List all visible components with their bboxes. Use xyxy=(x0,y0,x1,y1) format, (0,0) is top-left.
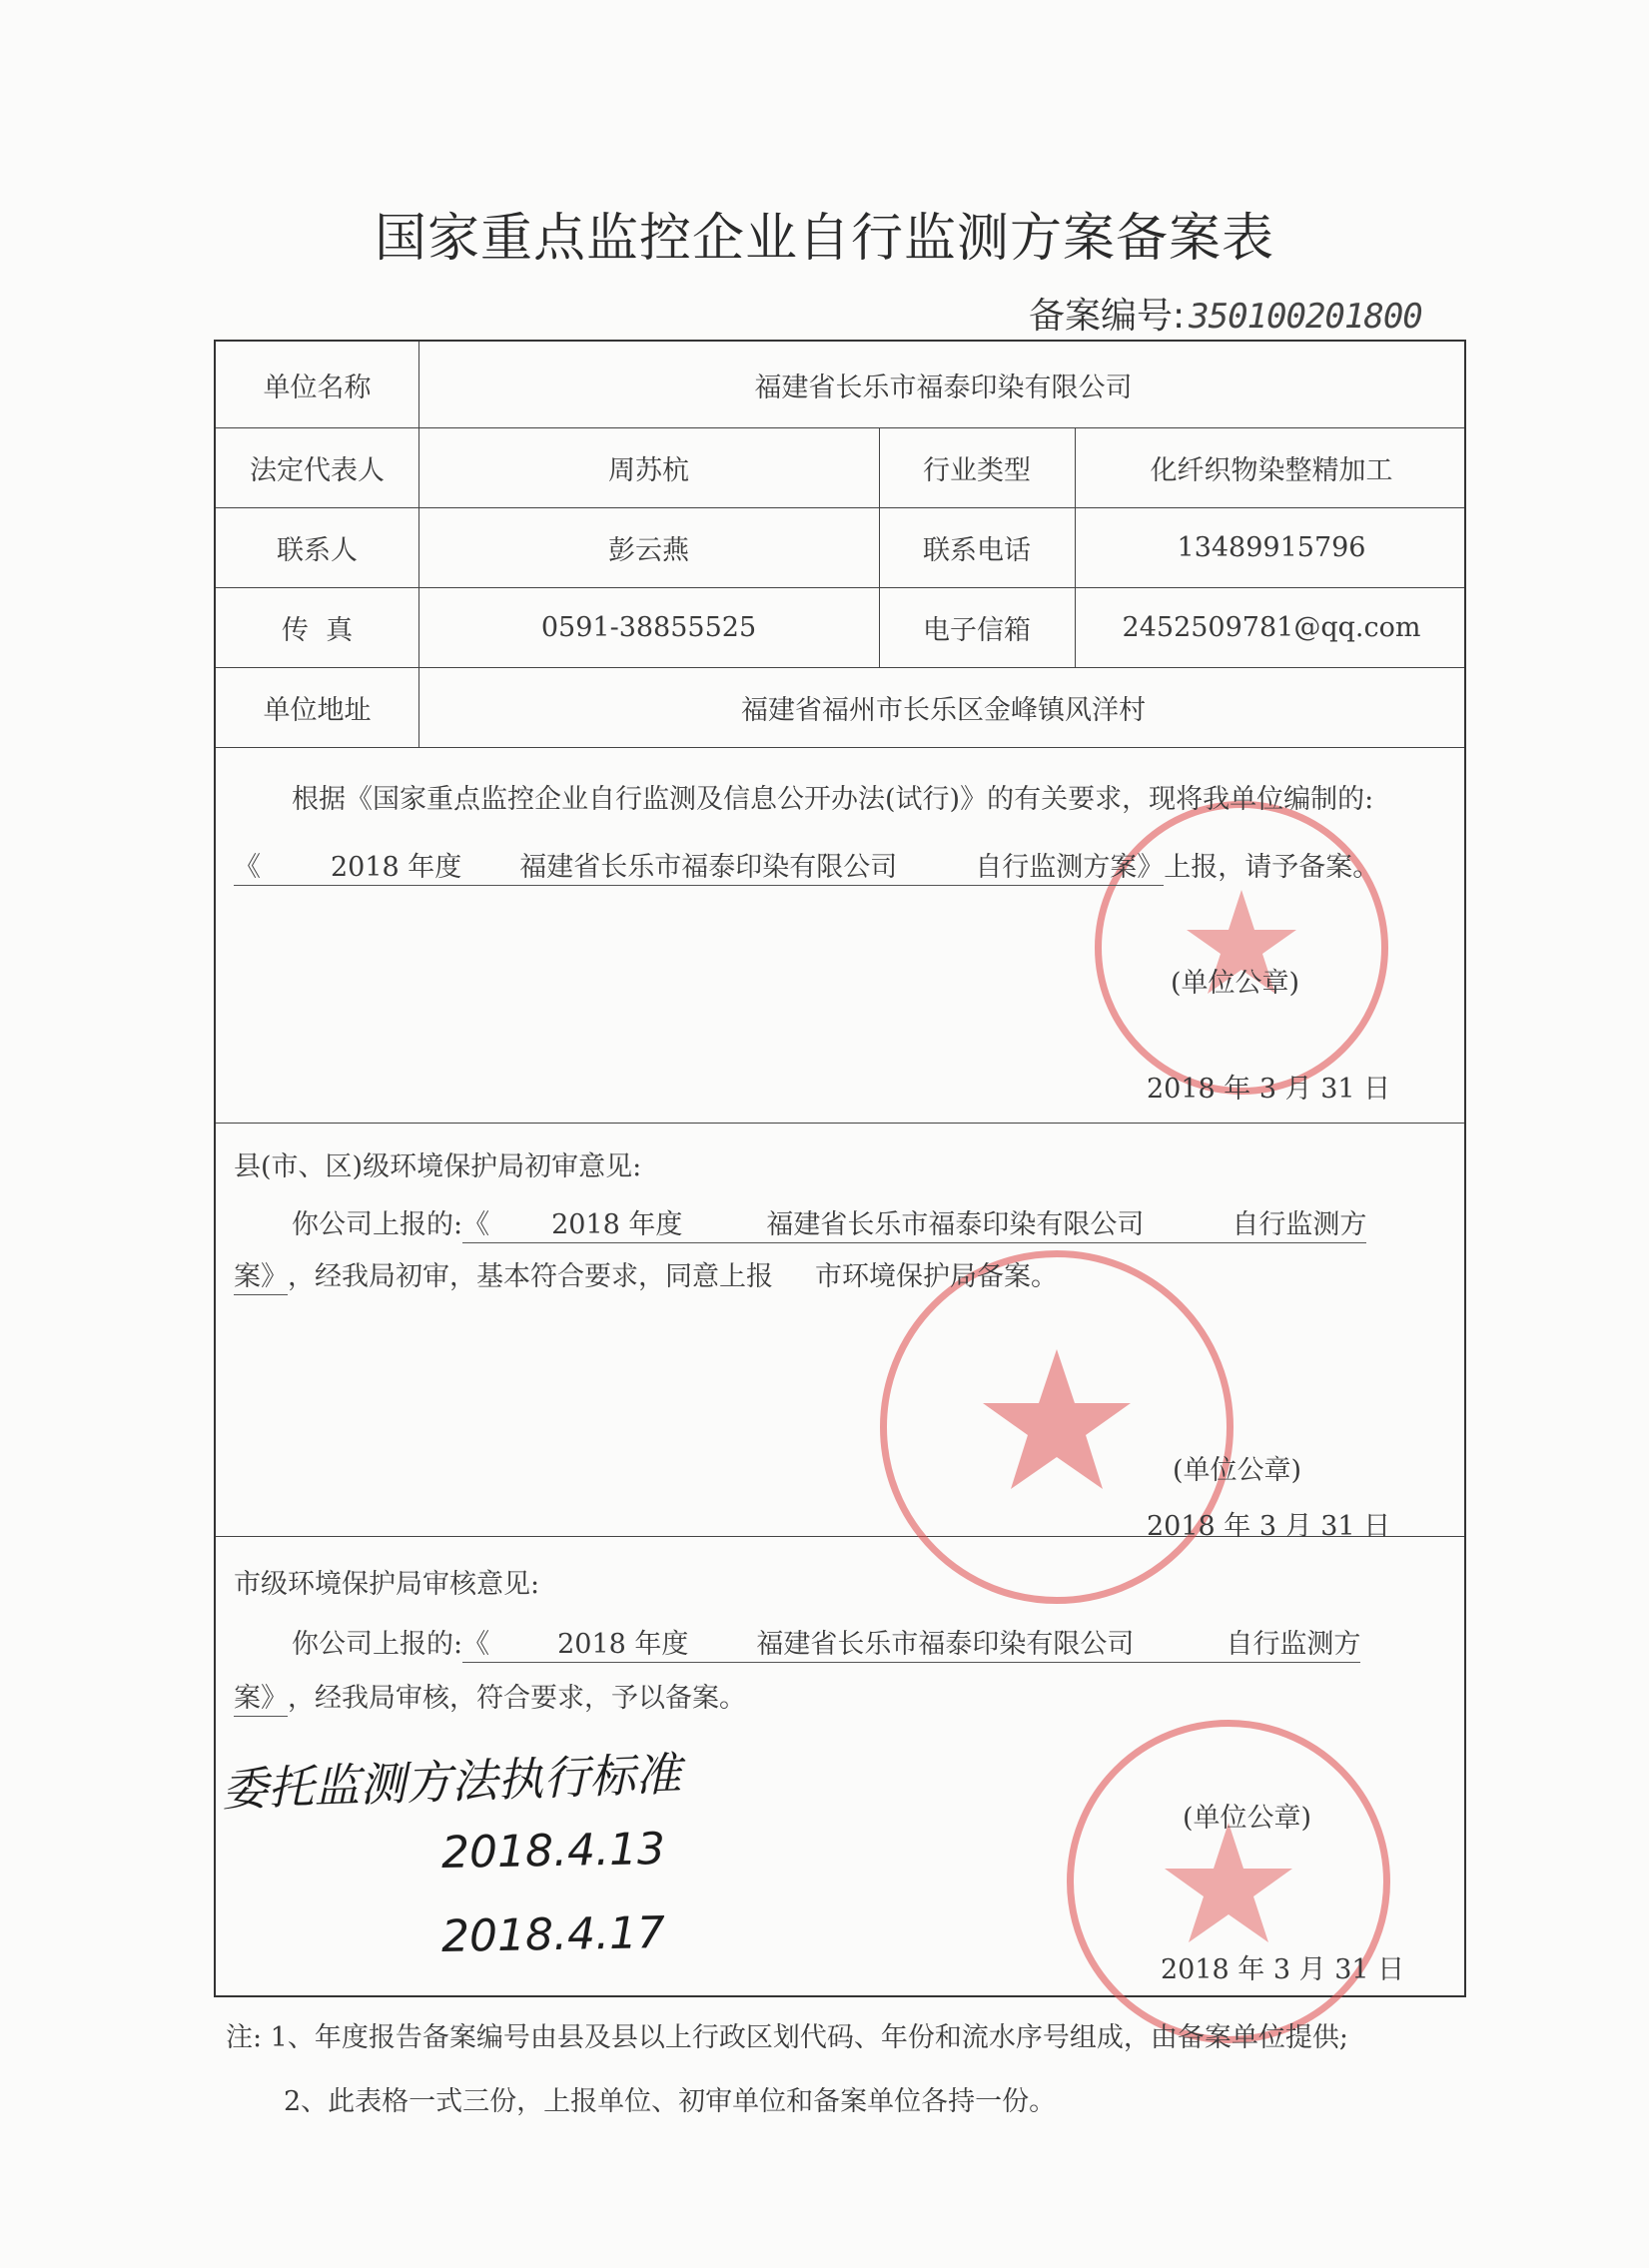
open-quote: 《 xyxy=(462,1209,490,1240)
industry-label: 行业类型 xyxy=(923,454,1031,486)
city-review-year: 2018 年度 xyxy=(557,1629,689,1660)
city-review-body: ，经我局审核，符合要求，予以备案。 xyxy=(288,1683,746,1714)
city-review-line2 xyxy=(234,1676,746,1717)
city-seal-label: (单位公章) xyxy=(1183,1803,1312,1834)
phone: 13489915796 xyxy=(1177,531,1366,563)
county-review-company: 福建省长乐市福泰印染有限公司 xyxy=(766,1209,1145,1240)
application-request: 上报，请予备案。 xyxy=(1164,852,1380,883)
county-seal xyxy=(880,1250,1234,1604)
open-quote: 《 xyxy=(462,1629,490,1660)
legal-rep: 周苏杭 xyxy=(608,454,689,486)
application-company: 福建省长乐市福泰印染有限公司 xyxy=(519,852,898,883)
phone-label: 联系电话 xyxy=(923,534,1031,566)
county-review-body: ，经我局初审，基本符合要求，同意上报 xyxy=(288,1261,773,1292)
address-label: 单位地址 xyxy=(263,694,372,726)
handwritten-date-2: 2018.4.17 xyxy=(440,1907,666,1962)
fax: 0591-38855525 xyxy=(540,611,757,643)
fax-label: 传 真 xyxy=(281,614,354,646)
contact: 彭云燕 xyxy=(608,534,689,566)
star-icon xyxy=(887,1257,1227,1597)
application-line xyxy=(234,845,1379,886)
application-intro: 根据《国家重点监控企业自行监测及信息公开办法(试行)》的有关要求，现将我单位编制的: xyxy=(292,784,1374,815)
county-review-line2 xyxy=(234,1254,1058,1295)
city-review-lead: 你公司上报的: xyxy=(292,1629,463,1660)
open-quote: 《 xyxy=(234,852,261,883)
page-title: 国家重点监控企业自行监测方案备案表 xyxy=(374,209,1274,269)
application-date: 2018 年 3 月 31 日 xyxy=(1147,1074,1391,1105)
county-review-heading: 县(市、区)级环境保护局初审意见: xyxy=(234,1151,642,1182)
city-review-plan-end: 案》 xyxy=(234,1676,288,1717)
county-review-plan-end: 案》 xyxy=(234,1254,288,1295)
county-seal-label: (单位公章) xyxy=(1173,1455,1302,1486)
record-number-value: 350100201800 xyxy=(1189,297,1422,337)
industry: 化纤织物染整精加工 xyxy=(1150,454,1393,486)
footnote-1: 注: 1、年度报告备案编号由县及县以上行政区划代码、年份和流水序号组成，由备案单位提供; xyxy=(226,2022,1348,2053)
handwritten-note: 委托监测方法执行标准 xyxy=(221,1746,682,1818)
county-review-lead: 你公司上报的: xyxy=(292,1209,463,1240)
legal-rep-label: 法定代表人 xyxy=(250,454,385,486)
city-review-heading: 市级环境保护局审核意见: xyxy=(234,1569,540,1600)
email: 2452509781@qq.com xyxy=(1122,611,1421,643)
record-number-label: 备案编号: xyxy=(1029,296,1186,337)
contact-label: 联系人 xyxy=(277,534,358,566)
city-review-date: 2018 年 3 月 31 日 xyxy=(1161,1954,1405,1985)
city-review-line1 xyxy=(292,1622,1360,1663)
address: 福建省福州市长乐区金峰镇风洋村 xyxy=(741,694,1146,726)
company-name-label: 单位名称 xyxy=(263,372,372,403)
application-seal-label: (单位公章) xyxy=(1171,968,1300,999)
county-review-line1 xyxy=(292,1202,1366,1243)
city-review-plan: 自行监测方 xyxy=(1226,1629,1361,1660)
county-review-tail: 市环境保护局备案。 xyxy=(815,1261,1058,1292)
county-review-date: 2018 年 3 月 31 日 xyxy=(1147,1511,1391,1542)
city-seal xyxy=(1067,1720,1390,2043)
star-icon xyxy=(1074,1727,1383,2036)
filing-form xyxy=(214,340,1466,1997)
application-year: 2018 年度 xyxy=(331,852,462,883)
county-review-year: 2018 年度 xyxy=(551,1209,683,1240)
record-number xyxy=(1029,288,1422,339)
application-plan: 自行监测方案》 xyxy=(975,852,1165,883)
footnote-2: 2、此表格一式三份，上报单位、初审单位和备案单位各持一份。 xyxy=(284,2086,1057,2117)
county-review-plan: 自行监测方 xyxy=(1232,1209,1367,1240)
email-label: 电子信箱 xyxy=(923,614,1031,646)
company-name: 福建省长乐市福泰印染有限公司 xyxy=(754,372,1133,403)
city-review-company: 福建省长乐市福泰印染有限公司 xyxy=(756,1629,1135,1660)
handwritten-date-1: 2018.4.13 xyxy=(440,1824,666,1879)
